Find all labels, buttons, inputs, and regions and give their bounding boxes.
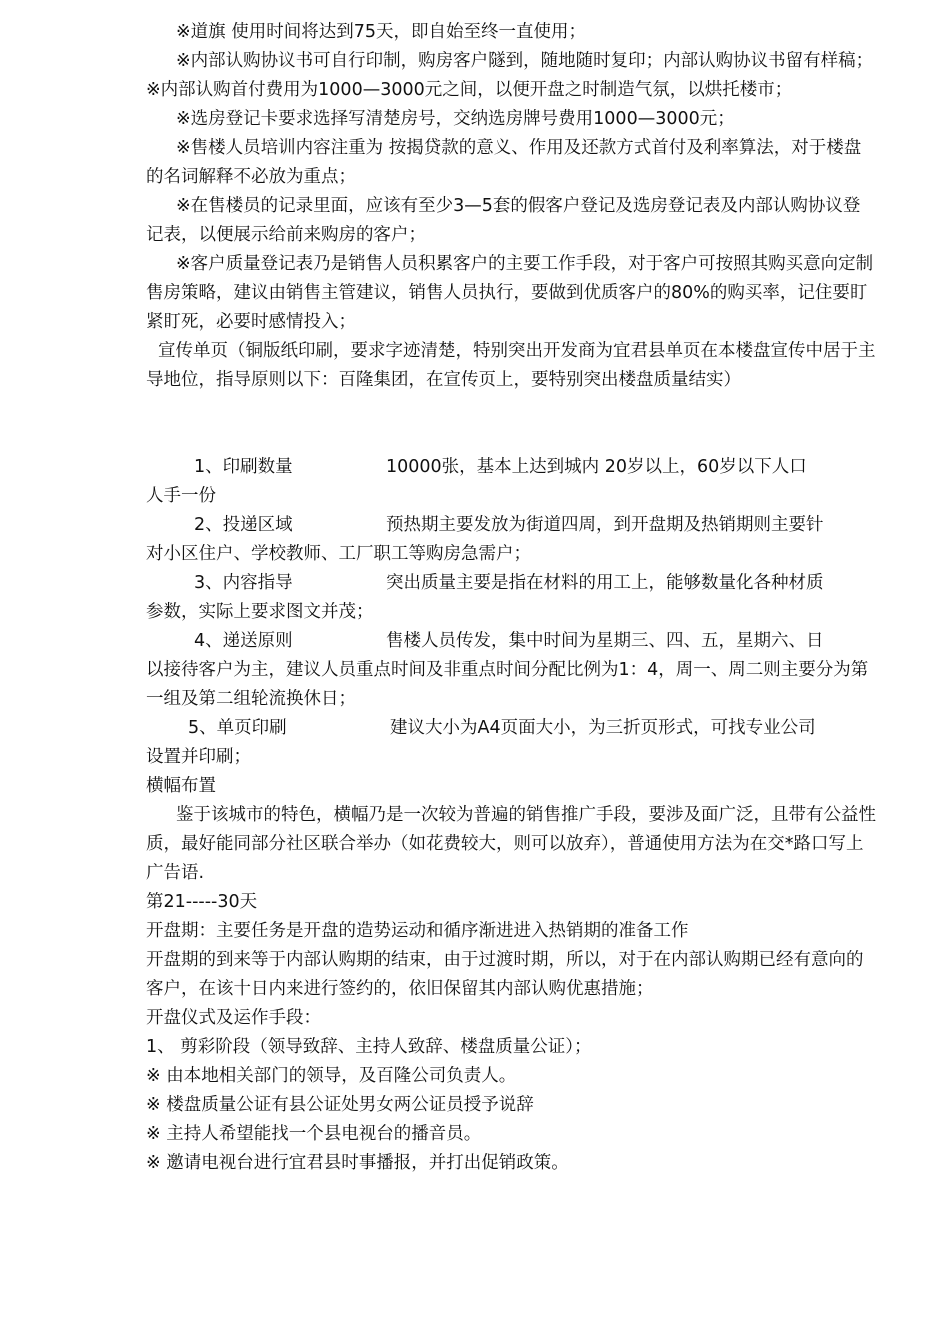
list-item [146,569,876,627]
list-item [146,714,876,772]
item-label: 5、单页印刷 [188,718,287,738]
ceremony-heading: 开盘仪式及运作手段： [146,1008,321,1028]
document-body [146,18,876,1178]
item-label: 4、递送原则 [194,631,293,651]
ceremony-note: ※ 由本地相关部门的领导，及百隆公司负责人。 [146,1066,517,1086]
paragraph-banner: 鉴于该城市的特色，横幅乃是一次较为普遍的销售推广手段，要涉及面广泛，且带有公益性质，最好能同部分社区联合举办（如花费较大，则可以放弃），普通使用方法为在交*路口写上广告语. [146,805,876,883]
paragraph-customer-quality: ※客户质量登记表乃是销售人员积累客户的主要工作手段，对于客户可按照其购买意向定制售房策略，建议由销售主管建议，销售人员执行，要做到优质客户的80%的购买率，记住要盯紧盯死，必要时感情投入； [146,254,874,332]
blank-line [146,395,876,453]
paragraph-room-selection-card: ※选房登记卡要求选择写清楚房号，交纳选房牌号费用1000—3000元； [176,109,735,129]
ceremony-note: ※ 主持人希望能找一个县电视台的播音员。 [146,1124,482,1144]
paragraph-banner-flag: ※道旗 使用时间将达到75天，即自始至终一直使用； [176,22,586,42]
item-description: 10000张，基本上达到城内 20岁以上，60岁以下人口 [386,457,807,477]
period-heading: 第21-----30天 [146,892,258,912]
paragraph-subscription-agreement: ※内部认购协议书可自行印制，购房客户隧到，随地随时复印；内部认购协议书留有样稿； [176,51,874,71]
list-item [146,511,876,569]
paragraph-sales-records: ※在售楼员的记录里面，应该有至少3—5套的假客户登记及选房登记表及内部认购协议登记表，以便展示给前来购房的客户； [146,196,861,245]
ceremony-note: ※ 邀请电视台进行宜君县时事播报，并打出促销政策。 [146,1153,569,1173]
section-heading-banner: 横幅布置 [146,776,216,796]
list-item [146,627,876,714]
item-description-continued: 对小区住户、学校教师、工厂职工等购房急需户； [146,544,531,564]
item-description: 预热期主要发放为街道四周，到开盘期及热销期则主要针 [386,515,824,535]
paragraph-down-payment: ※内部认购首付费用为1000—3000元之间，以便开盘之时制造气氛，以烘托楼市； [146,80,793,100]
item-description: 建议大小为A4页面大小，为三折页形式，可找专业公司 [390,718,816,738]
opening-title: 开盘期：主要任务是开盘的造势运动和循序渐进进入热销期的准备工作 [146,921,689,941]
item-description: 售楼人员传发，集中时间为星期三、四、五，星期六、日 [386,631,824,651]
ceremony-note: ※ 楼盘质量公证有县公证处男女两公证员授予说辞 [146,1095,534,1115]
item-description-continued: 参数，实际上要求图文并茂； [146,602,374,622]
paragraph-staff-training: ※售楼人员培训内容注重为 按揭贷款的意义、作用及还款方式首付及利率算法，对于楼盘的名词解释不必放为重点； [146,138,862,187]
item-label: 1、印刷数量 [194,457,293,477]
item-description: 突出质量主要是指在材料的用工上，能够数量化各种材质 [386,573,824,593]
item-description-continued: 设置并印刷； [146,747,251,767]
item-description-continued: 人手一份 [146,486,216,506]
paragraph-flyer: 宣传单页（铜版纸印刷，要求字迹清楚，特别突出开发商为宜君县单页在本楼盘宣传中居于主导地位，指导原则以下：百隆集团，在宣传页上，要特别突出楼盘质量结实） [146,341,876,390]
paragraph-opening: 开盘期的到来等于内部认购期的结束，由于过渡时期，所以，对于在内部认购期已经有意向的客户，在该十日内来进行签约的，依旧保留其内部认购优惠措施； [146,950,864,999]
item-label: 2、投递区域 [194,515,293,535]
item-description-continued: 以接待客户为主，建议人员重点时间及非重点时间分配比例为1：4，周一、周二则主要分为第一组及第二组轮流换休日； [146,660,869,709]
item-label: 3、内容指导 [194,573,293,593]
list-item [146,453,876,511]
ceremony-step: 1、 剪彩阶段（领导致辞、主持人致辞、楼盘质量公证）； [146,1037,592,1057]
